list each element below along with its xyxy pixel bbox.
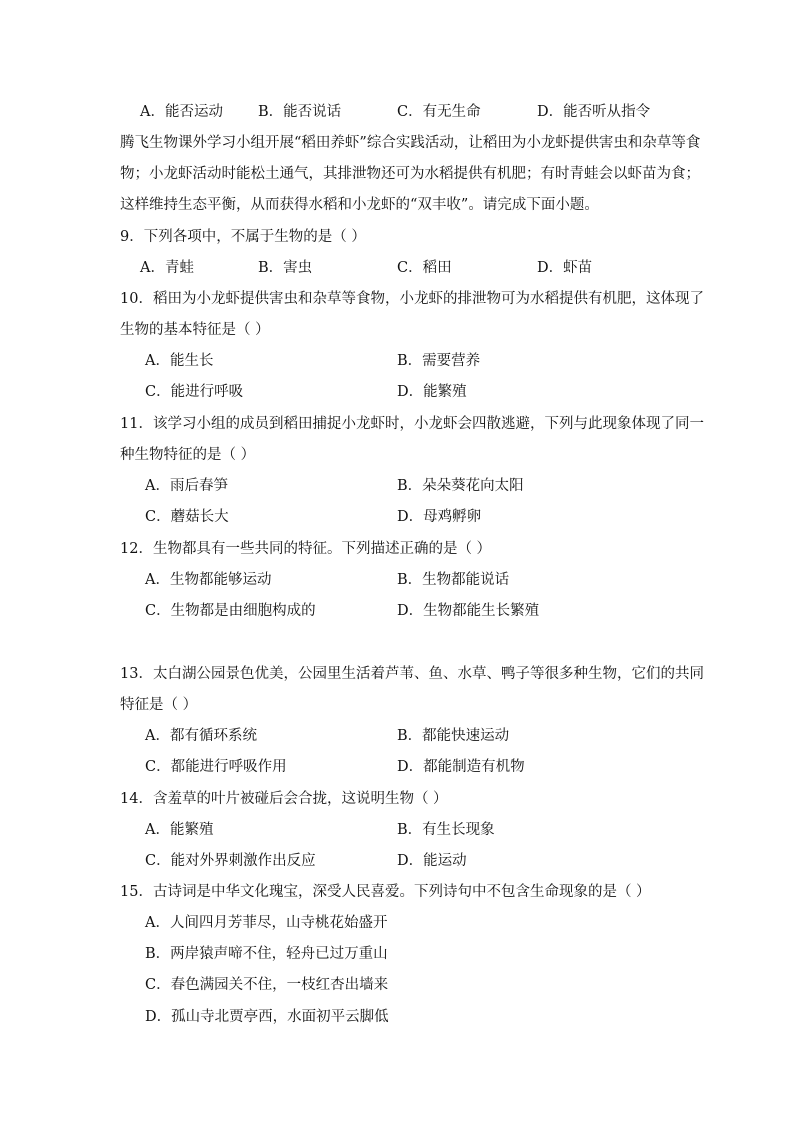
option-c: C．稻田 (397, 260, 452, 276)
option-b: B．都能快速运动 (397, 728, 510, 744)
option-a: A．生物都能够运动 (145, 572, 272, 588)
option-b: B．两岸猿声啼不住，轻舟已过万重山 (145, 946, 388, 962)
question-stem: 13．太白湖公园景色优美，公园里生活着芦苇、鱼、水草、鸭子等很多种生物，它们的共同 (120, 666, 704, 682)
option-d: D．能否听从指令 (537, 104, 651, 120)
option-d: D．虾苗 (537, 260, 593, 276)
option-a: A．雨后春笋 (145, 478, 228, 494)
option-a: A．人间四月芳菲尽，山寺桃花始盛开 (145, 915, 388, 931)
option-c: C．春色满园关不住，一枝红杏出墙来 (145, 977, 389, 993)
question-stem-cont: 特征是（ ） (120, 697, 198, 713)
question-stem: 14．含羞草的叶片被碰后会合拢，这说明生物（ ） (120, 791, 448, 807)
option-b: B．害虫 (258, 260, 313, 276)
option-c: C．生物都是由细胞构成的 (145, 603, 316, 619)
option-c: C．蘑菇长大 (145, 509, 229, 525)
option-c: C．能对外界刺激作出反应 (145, 853, 316, 869)
option-a: A．能否运动 (140, 104, 223, 120)
option-c: C．有无生命 (397, 104, 481, 120)
question-stem: 12．生物都具有一些共同的特征。下列描述正确的是（ ） (120, 541, 492, 557)
option-d: D．能繁殖 (397, 384, 467, 400)
question-stem: 15．古诗词是中华文化瑰宝，深受人民喜爱。下列诗句中不包含生命现象的是（ ） (120, 884, 651, 900)
option-a: A．青蛙 (140, 260, 194, 276)
option-d: D．都能制造有机物 (397, 759, 525, 775)
option-d: D．生物都能生长繁殖 (397, 603, 540, 619)
option-a: A．能生长 (145, 353, 214, 369)
option-b: B．有生长现象 (397, 822, 495, 838)
passage-line: 物；小龙虾活动时能松土通气，其排泄物还可为水稻提供有机肥；有时青蛙会以虾苗为食； (120, 166, 700, 182)
question-stem-cont: 生物的基本特征是（ ） (120, 322, 270, 338)
question-stem: 11．该学习小组的成员到稻田捕捉小龙虾时，小龙虾会四散逃避，下列与此现象体现了同一 (120, 416, 704, 432)
passage-line: 腾飞生物课外学习小组开展“稻田养虾”综合实践活动，让稻田为小龙虾提供害虫和杂草等食 (120, 135, 701, 151)
question-stem-cont: 种生物特征的是（ ） (120, 447, 256, 463)
option-c: C．都能进行呼吸作用 (145, 759, 287, 775)
question-stem: 9．下列各项中，不属于生物的是（ ） (120, 229, 366, 245)
option-d: D．能运动 (397, 853, 467, 869)
option-b: B．生物都能说话 (397, 572, 510, 588)
question-stem: 10．稻田为小龙虾提供害虫和杂草等食物，小龙虾的排泄物可为水稻提供有机肥，这体现了 (120, 291, 704, 307)
option-c: C．能进行呼吸 (145, 384, 244, 400)
option-a: A．能繁殖 (145, 822, 214, 838)
option-a: A．都有循环系统 (145, 728, 257, 744)
option-d: D．孤山寺北贾亭西，水面初平云脚低 (145, 1009, 389, 1025)
passage-line: 这样维持生态平衡，从而获得水稻和小龙虾的“双丰收”。请完成下面小题。 (120, 197, 599, 213)
option-d: D．母鸡孵卵 (397, 509, 482, 525)
option-b: B．能否说话 (258, 104, 342, 120)
option-b: B．需要营养 (397, 353, 481, 369)
option-b: B．朵朵葵花向太阳 (397, 478, 524, 494)
